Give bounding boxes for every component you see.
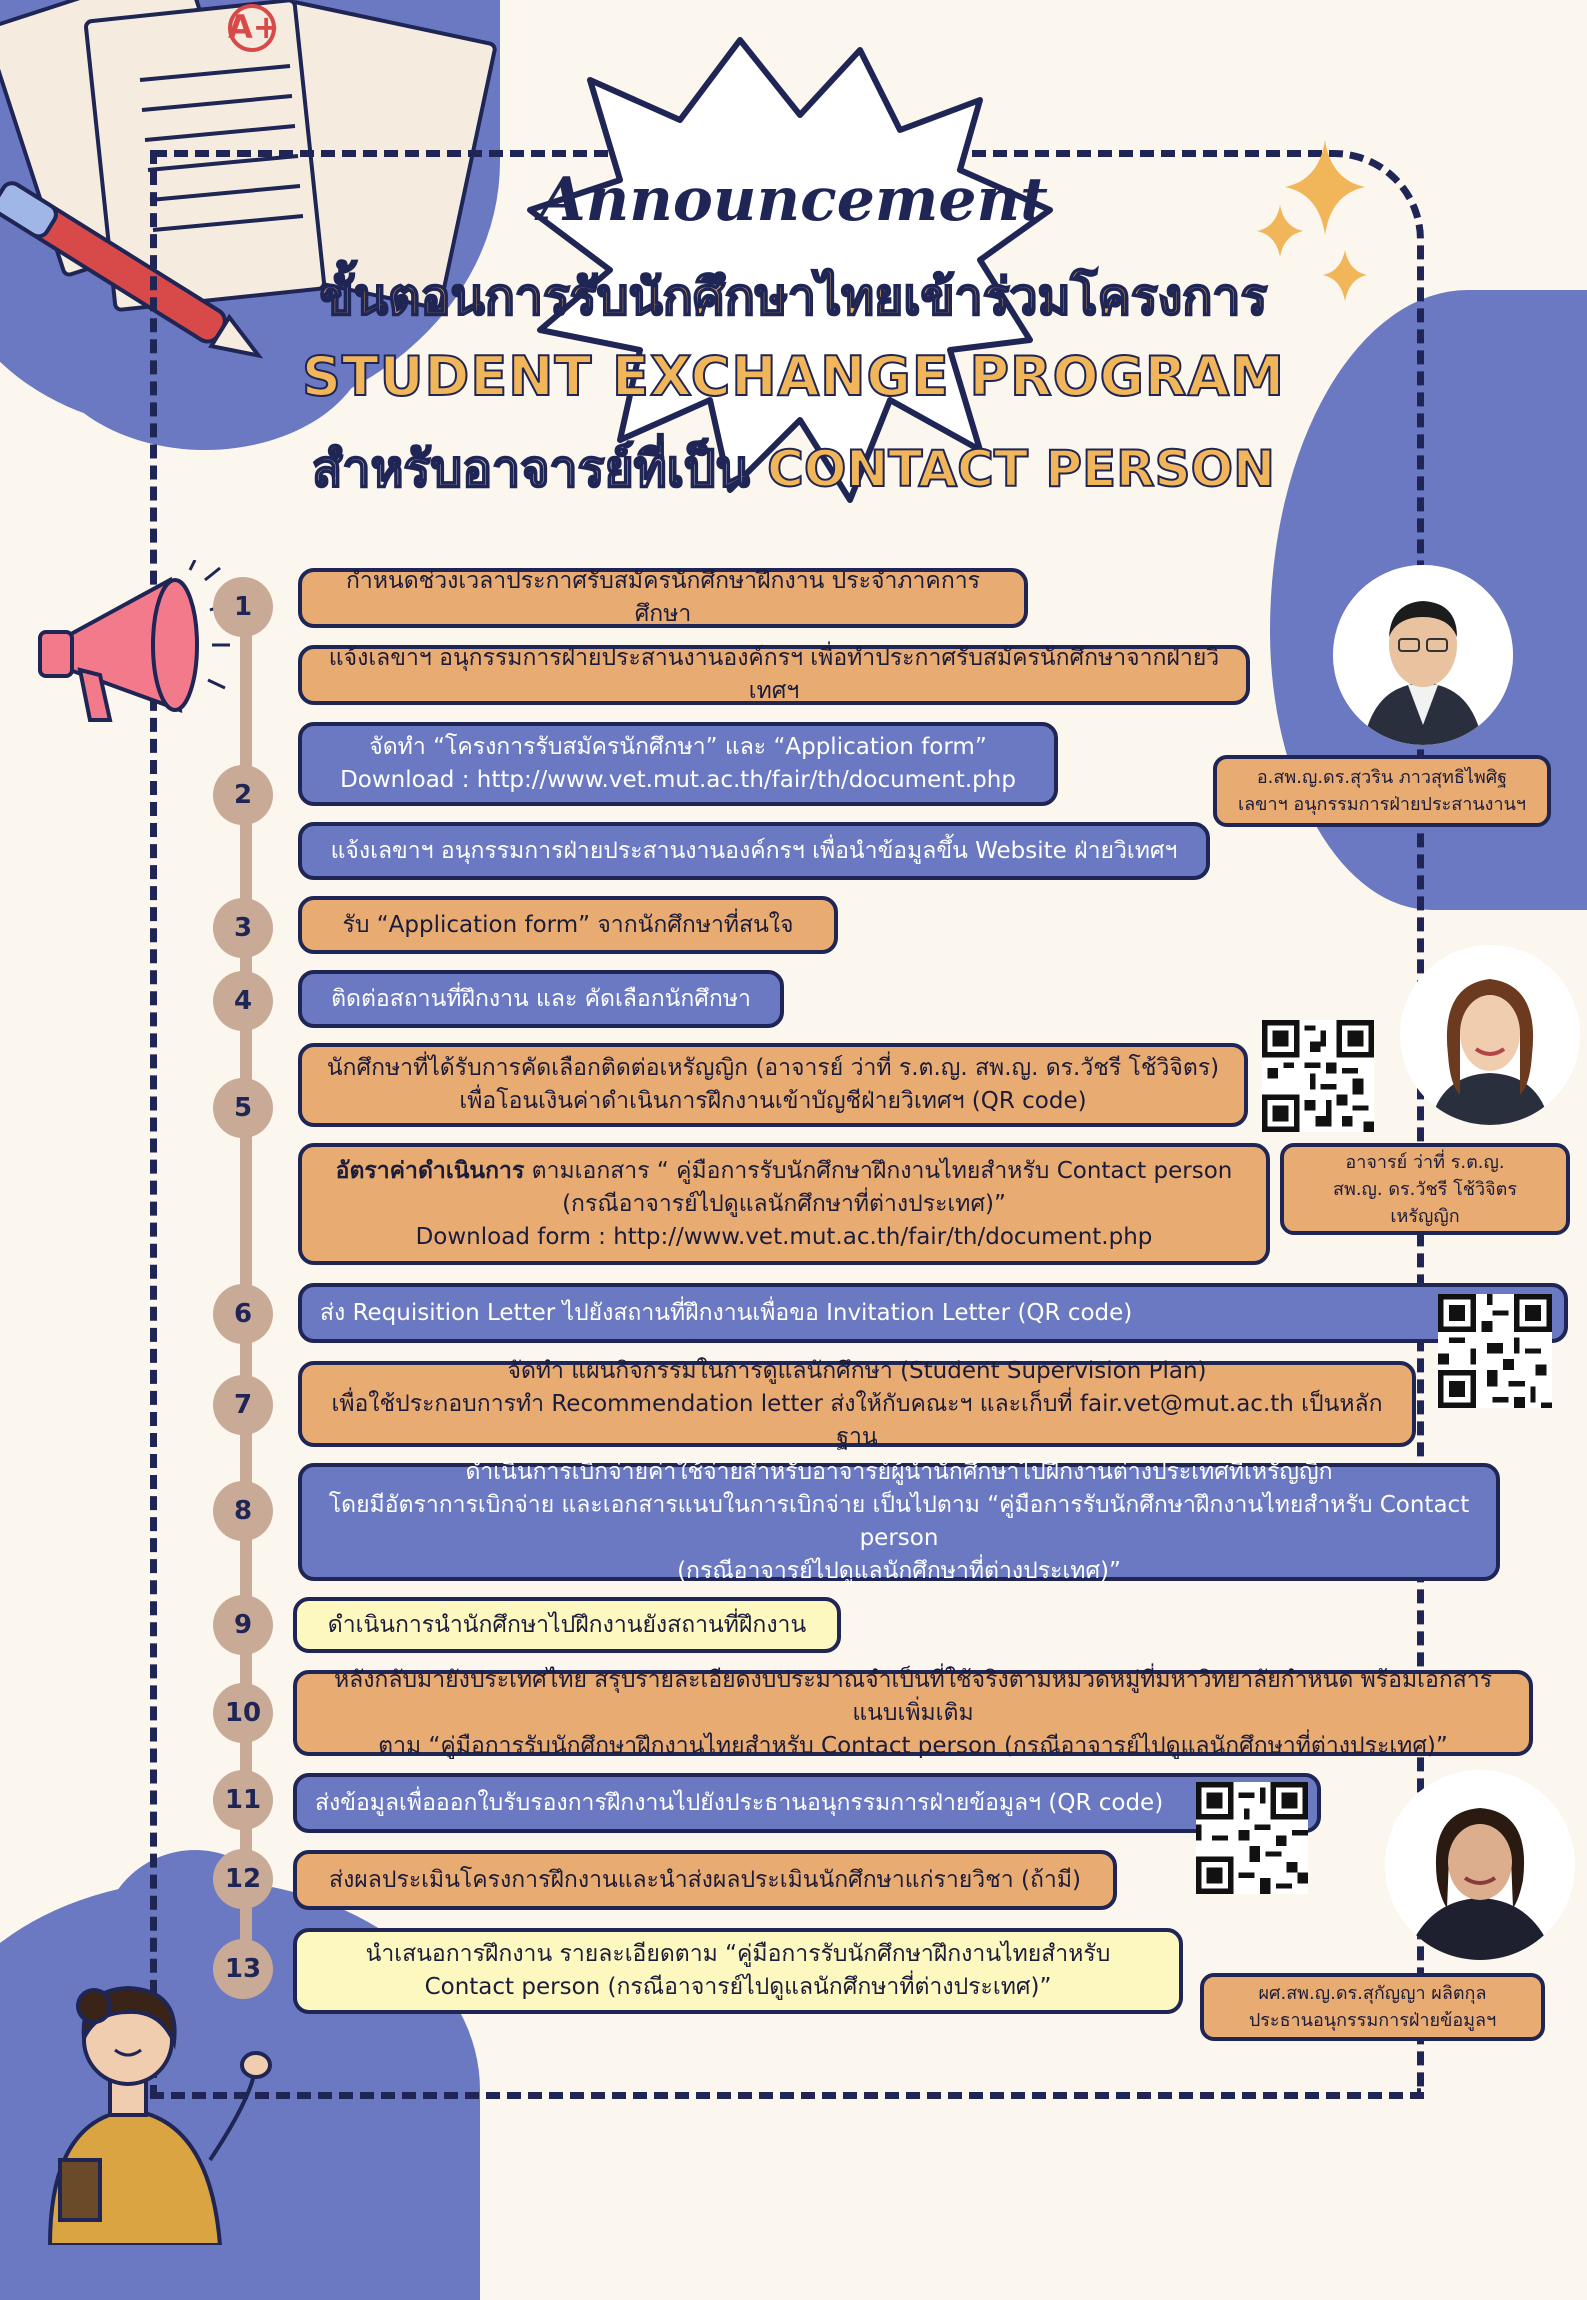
step-13-line-2: Contact person (กรณีอาจารย์ไปดูแลนักศึกษาที่ต่างประเทศ)” [424, 1974, 1052, 2000]
person-1-photo [1333, 565, 1513, 745]
title-thai-2 [0, 430, 1587, 509]
step-13-box [293, 1928, 1183, 2014]
title-thai-1: ขั้นตอนการรับนักศึกษาไทยเข้าร่วมโครงการ [319, 268, 1268, 326]
step-5b-line-1-text: ตามเอกสาร “ คู่มือการรับนักศึกษาฝึกงานไทยสำหรับ Contact person [524, 1157, 1233, 1184]
person-3-caption [1200, 1973, 1545, 2041]
step-2a-box [298, 722, 1058, 806]
person-1-name: อ.สพ.ญ.ดร.สุวริน ภาวสุทธิไพศิฐ [1256, 767, 1508, 788]
step-5a-line-2: เพื่อโอนเงินค่าดำเนินการฝึกงานเข้าบัญชีฝ่ายวิเทศฯ (QR code) [459, 1088, 1087, 1114]
step-2a-download-link[interactable]: Download : http://www.vet.mut.ac.th/fair/th/document.php [340, 767, 1016, 793]
step-13-line-1: นำเสนอการฝึกงาน รายละเอียดตาม “คู่มือการรับนักศึกษาฝึกงานไทยสำหรับ [365, 1941, 1111, 1967]
announcement-heading: Announcement [539, 165, 1048, 235]
person-2-line-2: สพ.ญ. ดร.วัชรี โช้วิจิตร [1332, 1178, 1518, 1200]
step-8-box [298, 1459, 1500, 1584]
step-1-box [298, 568, 1028, 628]
step-2b-text: แจ้งเลขาฯ อนุกรรมการฝ่ายประสานงานองค์กรฯ เพื่อนำข้อมูลขึ้น Website ฝ่ายวิเทศฯ [330, 837, 1178, 864]
step-number-6: 6 [213, 1284, 273, 1344]
grade-mark: A+ [228, 8, 280, 46]
title-contact-person: CONTACT PERSON [767, 440, 1275, 498]
step-number-8: 8 [213, 1481, 273, 1541]
step-number-13: 13 [213, 1939, 273, 1999]
megaphone-icon [20, 560, 230, 730]
step-7-line-2: เพื่อใช้ประกอบการทำ Recommendation letter ส่งให้กับคณะฯ และเก็บที่ fair.vet@mut.ac.th เป็นหลักฐาน [331, 1390, 1383, 1450]
step-number-5: 5 [213, 1078, 273, 1138]
step-number-12: 12 [213, 1849, 273, 1909]
step-1-text: กำหนดช่วงเวลาประกาศรับสมัครนักศึกษาฝึกงาน ประจำภาคการศึกษา [345, 568, 981, 627]
step-1b-box [298, 645, 1250, 705]
step-number-3: 3 [213, 898, 273, 958]
title-thai-2-prefix: สำหรับอาจารย์ที่เป็น [311, 440, 750, 498]
step-5a-box [298, 1043, 1248, 1127]
person-2-line-1: อาจารย์ ว่าที่ ร.ต.ญ. [1345, 1151, 1505, 1173]
step-5b-download-link[interactable]: Download form : http://www.vet.mut.ac.th/fair/th/document.php [415, 1223, 1153, 1250]
step-8-line-3: (กรณีอาจารย์ไปดูแลนักศึกษาที่ต่างประเทศ)” [677, 1558, 1121, 1584]
step-number-11: 11 [213, 1770, 273, 1830]
step-10-line-1: หลังกลับมายังประเทศไทย สรุปรายละเอียดงบประมาณจำเป็นที่ใช้จริงตามหมวดหมู่ที่มหาวิทยาลัยกำหนด พร้อมเอกสารแนบเพิ่มเติม [333, 1666, 1493, 1726]
teacher-illustration [20, 1960, 280, 2245]
step-5a-line-1: นักศึกษาที่ได้รับการคัดเลือกติดต่อเหรัญญิก (อาจารย์ ว่าที่ ร.ต.ญ. สพ.ญ. ดร.วัชรี โช้วิจิตร) [326, 1055, 1220, 1081]
step-4-text: ติดต่อสถานที่ฝึกงาน และ คัดเลือกนักศึกษา [331, 985, 751, 1012]
person-2-line-3: เหรัญญิก [1390, 1205, 1460, 1227]
step-10-line-2: ตาม “คู่มือการรับนักศึกษาฝึกงานไทยสำหรับ Contact person (กรณีอาจารย์ไปดูแลนักศึกษาที่ต่างประเทศ)” [378, 1732, 1448, 1759]
step-12-box [293, 1850, 1117, 1910]
person-3-photo [1385, 1770, 1575, 1960]
step-number-9: 9 [213, 1595, 273, 1655]
step-number-1: 1 [213, 577, 273, 637]
step-number-7: 7 [213, 1375, 273, 1435]
title-english: STUDENT EXCHANGE PROGRAM [301, 345, 1286, 408]
step-9-box [293, 1597, 841, 1653]
step-10-box [293, 1666, 1533, 1759]
step-9-text: ดำเนินการนำนักศึกษาไปฝึกงานยังสถานที่ฝึกงาน [327, 1611, 807, 1638]
step-number-4: 4 [213, 971, 273, 1031]
qr-code-requisition[interactable] [1438, 1294, 1552, 1408]
qr-code-payment[interactable] [1262, 1020, 1374, 1132]
person-1-caption [1213, 755, 1551, 827]
person-2-caption [1280, 1143, 1570, 1235]
step-11-box [293, 1773, 1321, 1833]
step-5b-box [298, 1143, 1270, 1265]
step-6-box [298, 1283, 1568, 1343]
step-number-2: 2 [213, 765, 273, 825]
step-11-text: ส่งข้อมูลเพื่อออกใบรับรองการฝึกงานไปยังประธานอนุกรรมการฝ่ายข้อมูลฯ (QR code) [315, 1789, 1164, 1816]
person-3-name: ผศ.สพ.ญ.ดร.สุกัญญา ผลิตกุล [1258, 1983, 1487, 2004]
step-8-line-2: โดยมีอัตราการเบิกจ่าย และเอกสารแนบในการเบิกจ่าย เป็นไปตาม “คู่มือการรับนักศึกษาฝึกงานไทยสำหรับ Contact person [328, 1492, 1470, 1551]
step-7-box [298, 1357, 1416, 1450]
step-4-box [298, 970, 784, 1028]
step-number-10: 10 [213, 1683, 273, 1743]
step-1b-text: แจ้งเลขาฯ อนุกรรมการฝ่ายประสานงานองค์กรฯ เพื่อทำประกาศรับสมัครนักศึกษาจากฝ่ายวิเทศฯ [328, 645, 1220, 704]
step-2a-line-1: จัดทำ “โครงการรับสมัครนักศึกษา” และ “Application form” [369, 734, 987, 760]
step-6-text: ส่ง Requisition Letter ไปยังสถานที่ฝึกงานเพื่อขอ Invitation Letter (QR code) [320, 1299, 1133, 1326]
step-5b-line-2: (กรณีอาจารย์ไปดูแลนักศึกษาที่ต่างประเทศ)” [562, 1190, 1006, 1217]
step-5b-line-1 [336, 1155, 1233, 1188]
person-2-photo [1400, 945, 1580, 1125]
step-3-text: รับ “Application form” จากนักศึกษาที่สนใจ [342, 911, 794, 938]
step-3-box [298, 896, 838, 954]
step-8-line-1: ดำเนินการเบิกจ่ายค่าใช้จ่ายสำหรับอาจารย์ผู้นำนักศึกษาไปฝึกงานต่างประเทศที่เหรัญญิก [465, 1459, 1333, 1485]
qr-code-certificate[interactable] [1196, 1782, 1308, 1894]
step-7-line-1: จัดทำ แผนกิจกรรมในการดูแลนักศึกษา (Student Supervision Plan) [507, 1357, 1207, 1384]
person-3-role: ประธานอนุกรรมการฝ่ายข้อมูลฯ [1248, 2010, 1497, 2031]
person-1-role: เลขาฯ อนุกรรมการฝ่ายประสานงานฯ [1238, 794, 1526, 815]
step-5b-bold: อัตราค่าดำเนินการ [335, 1157, 525, 1184]
step-2b-box [298, 822, 1210, 880]
step-12-text: ส่งผลประเมินโครงการฝึกงานและนำส่งผลประเมินนักศึกษาแก่รายวิชา (ถ้ามี) [329, 1866, 1081, 1893]
